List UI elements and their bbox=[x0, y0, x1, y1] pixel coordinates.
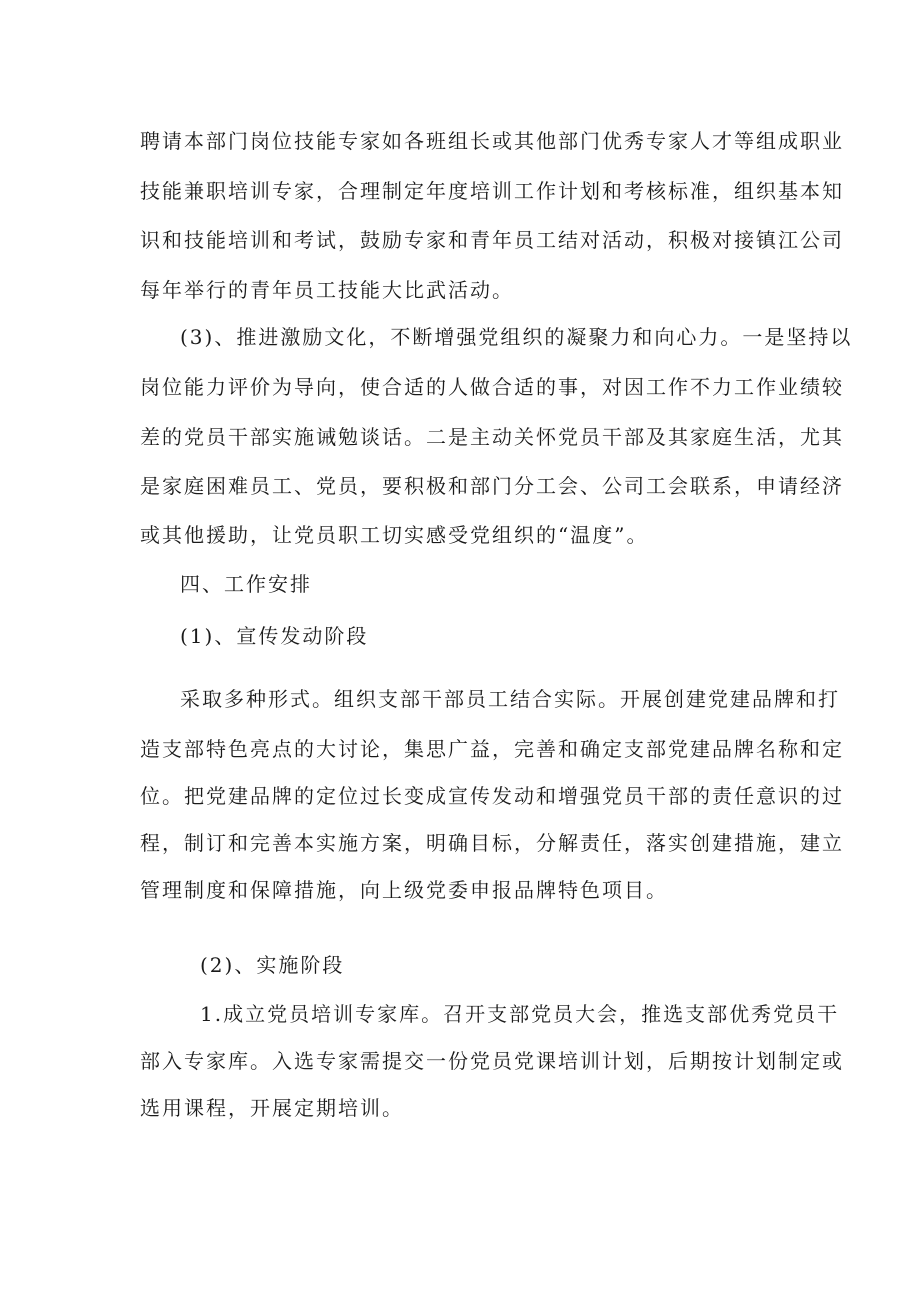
text-line: 岗位能力评价为导向，使合适的人做合适的事，对因工作不力工作业绩较 bbox=[140, 375, 844, 399]
text-line: 识和技能培训和考试，鼓励专家和青年员工结对活动，积极对接镇江公司 bbox=[140, 228, 844, 252]
text-line: 造支部特色亮点的大讨论，集思广益，完善和确定支部党建品牌名称和定 bbox=[140, 737, 844, 761]
text-line: 1.成立党员培训专家库。召开支部党员大会，推选支部优秀党员干 bbox=[200, 1002, 840, 1026]
text-line: 位。把党建品牌的定位过长变成宣传发动和增强党员干部的责任意识的过 bbox=[140, 784, 844, 808]
text-line: 或其他援助，让党员职工切实感受党组织的“温度”。 bbox=[140, 523, 649, 547]
subsection-heading: (1)、宣传发动阶段 bbox=[180, 624, 369, 648]
text-line: 差的党员干部实施诫勉谈话。二是主动关怀党员干部及其家庭生活，尤其 bbox=[140, 425, 844, 449]
text-line: 每年举行的青年员工技能大比武活动。 bbox=[140, 278, 514, 302]
text-line: 是家庭困难员工、党员，要积极和部门分工会、公司工会联系，申请经济 bbox=[140, 474, 844, 498]
text-line: 技能兼职培训专家，合理制定年度培训工作计划和考核标准，组织基本知 bbox=[140, 179, 844, 203]
text-line: 程，制订和完善本实施方案，明确目标，分解责任，落实创建措施，建立 bbox=[140, 831, 844, 855]
text-line: 采取多种形式。组织支部干部员工结合实际。开展创建党建品牌和打 bbox=[180, 687, 840, 711]
text-line: 部入专家库。入选专家需提交一份党员党课培训计划，后期按计划制定或 bbox=[140, 1049, 844, 1073]
subsection-heading: (2)、实施阶段 bbox=[200, 953, 345, 977]
text-line: 聘请本部门岗位技能专家如各班组长或其他部门优秀专家人才等组成职业 bbox=[140, 129, 844, 153]
text-line: 选用课程，开展定期培训。 bbox=[140, 1096, 404, 1120]
text-line: 管理制度和保障措施，向上级党委申报品牌特色项目。 bbox=[140, 878, 668, 902]
text-line: (3)、推进激励文化，不断增强党组织的凝聚力和向心力。一是坚持以 bbox=[180, 325, 853, 349]
section-heading: 四、工作安排 bbox=[180, 572, 312, 596]
